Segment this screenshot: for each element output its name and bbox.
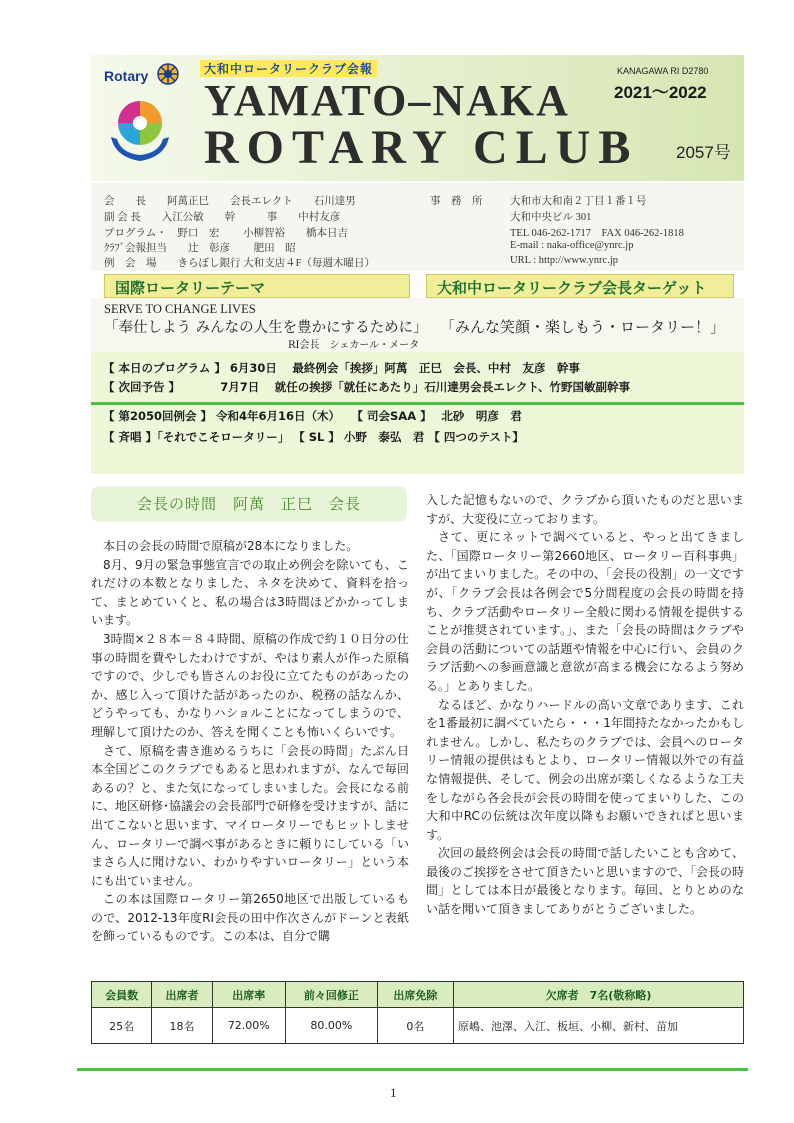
office-address: 大和市大和南２丁目１番１号 [510,196,647,207]
table-cell: 18名 [152,1008,212,1044]
article-right-column [426,491,744,919]
table-header: 出席者 [152,982,212,1008]
table-header: 会員数 [92,982,152,1008]
footer-divider [77,1068,748,1071]
article-title: 会長の時間 阿萬 正巳 会長 [91,486,407,522]
table-cell: 原嶋、池澤、入江、板垣、小柳、新村、苗加 [454,1008,744,1044]
meeting-song: 【 斉唱 】「それでこそロータリー」 【 SL 】 小野 泰弘 君 【 四つのテスト】 [103,430,524,444]
program-today: 【 本日のプログラム 】 6月30日 最終例会「挨拶」阿萬 正巳 会長、中村 友彦 幹事 [103,361,580,375]
paragraph: 3時間×２８本＝８４時間、原稿の作成で約１０日分の仕事の時間を費やしたわけですが、やはり素人が作った原稿ですので、少しでも皆さんのお役に立てたものがあったのか、感じ入って頂けた話があったのか、税務の話なんか、どうやっても、かなりハショルことになってしまうので、理解して頂けたのか、答えを聞くことも怖いくらいです。 [91,631,409,739]
issue-number: 2057号 [676,143,731,162]
paragraph: 次回の最終例会は会長の時間で話したいことも含めて、最後のご挨拶をさせて頂きたいと思いますので、「会長の時間」としては本日が最後となります。毎回、とりとめのない話を聞いて頂きましてありがとうございました。 [426,846,744,917]
rotary-wordmark: Rotary [104,68,149,84]
club-logo-icon [105,93,175,165]
club-target-heading: 大和中ロータリークラブ会長ターゲット [426,274,734,298]
divider [91,402,744,405]
table-cell: 0名 [377,1008,453,1044]
paragraph: 入した記憶もないので、クラブから頂いたものだと思いますが、大変役に立っております。 [426,493,744,526]
paragraph: 8月、9月の緊急事態宣言での取止め例会を除いても、これだけの本数となりました、ネタを決めて、資料を拾って、まとめていくと、私の場合は3時間ほどかかってしまいます。 [91,557,409,628]
program-next: 【 次回予告 】 7月7日 就任の挨拶「就任にあたり」石川達男会長エレクト、竹野国敏副幹事 [103,380,630,394]
program-panel [91,352,744,474]
attendance-table [91,981,744,1044]
officer-row: プログラム・ 野口 宏 小柳智裕 橋本日吉 [104,228,349,239]
office-building: 大和中央ビル 301 [510,212,592,223]
meeting-info: 【 第2050回例会 】 令和4年6月16日（木） 【 司会SAA 】 北砂 明彦 君 [103,409,522,423]
office-label: 事 務 所 [430,196,483,207]
paragraph: さて、更にネットで調べていると、やっと出てきました、「国際ロータリー第2660地区、ロータリー百科事典」が出てまいりました。その中の、「会長の役割」の一文ですが、「クラブ会長は各例会で5分間程度の会長の時間を持ち、クラブ活動やロータリー全般に関わる情報を提供することが推奨されています。」、また「会長の時間はクラブや会員の活動についての話題や情報を中心に行い、会員のクラブ活動への参画意識と意欲が高まる機会になるよう努める。」とありました。 [426,530,744,693]
office-url: URL : http://www.ynrc.jp [510,255,619,266]
table-cell: 25名 [92,1008,152,1044]
table-cell: 72.00% [212,1008,285,1044]
article-left-column [91,537,409,946]
officer-row: 会 長 阿萬正巳 会長エレクト 石川達男 [104,196,356,207]
club-title-line2: ROTARY CLUB [204,121,639,174]
paragraph: なるほど、かなりハードルの高い文章であります、これを1番最初に調べていたら・・・1年間持たなかったかもしれません。しかし、私たちのクラブでは、会員へのロータリー情報の提供はもとより、ロータリー情報以外での有益な情報提供、そして、例会の出席が楽しくなるような工夫をしながら各会長が会長の時間を使ってまいりした、この大和中RCの伝統は次年度以降もお願いできればと思います。 [426,697,744,842]
paragraph: 本日の会長の時間で原稿が28本になりました。 [103,539,359,553]
district-label: KANAGAWA RI D2780 [617,66,709,76]
club-target: 「みんな笑顔・楽しもう・ロータリー！」 [440,318,726,336]
bulletin-subtitle: 大和中ロータリークラブ会報 [200,60,377,77]
ri-president: RI会長 シェカール・メータ [288,340,420,351]
club-title-line1: YAMATO–NAKA [204,76,570,125]
table-header: 欠席者 7名(敬称略) [454,982,744,1008]
page-number: 1 [390,1085,397,1100]
table-header: 出席率 [212,982,285,1008]
officer-row: 副 会 長 入江公敏 幹 事 中村友彦 [104,212,341,223]
table-header: 前々回修正 [285,982,377,1008]
office-phone: TEL 046-262-1717 FAX 046-262-1818 [510,228,684,239]
officer-row: ｸﾗﾌﾞ会報担当 辻 彰彦 肥田 昭 [104,243,296,254]
table-header: 出席免除 [377,982,453,1008]
paragraph: さて、原稿を書き進めるうちに「会長の時間」たぶん日本全国どこのクラブでもあると思われますが、なんで毎回あるの？と、また気になってしまいました。会長になる前に、地区研修･協議会の会長部門で研修を受けますが、話に出てこないと思います、マイロータリーでもヒットしません、ロータリーで調べ事があるときに頼りにしている「いまさら人に聞けない、わかりやすいロータリー」という本にも出ていません。 [91,743,410,888]
paragraph: この本は国際ロータリー第2650地区で出版しているもので、2012-13年度RI会長の田中作次さんがドーンと表紙を飾っているものです。この本は、自分で購 [91,892,409,944]
rotary-year: 2021～2022 [614,83,707,102]
ri-theme-english: SERVE TO CHANGE LIVES [104,302,256,316]
ri-theme-heading: 国際ロータリーテーマ [104,274,410,298]
officer-row: 例 会 場 きらぼし銀行 大和支店４F（毎週木曜日） [104,258,375,269]
ri-theme-japanese: 「奉仕しよう みんなの人生を豊かにするために」 [104,320,428,336]
office-email: E-mail : naka-office@ynrc.jp [510,240,634,251]
table-cell: 80.00% [285,1008,377,1044]
rotary-wheel-icon [156,62,180,86]
